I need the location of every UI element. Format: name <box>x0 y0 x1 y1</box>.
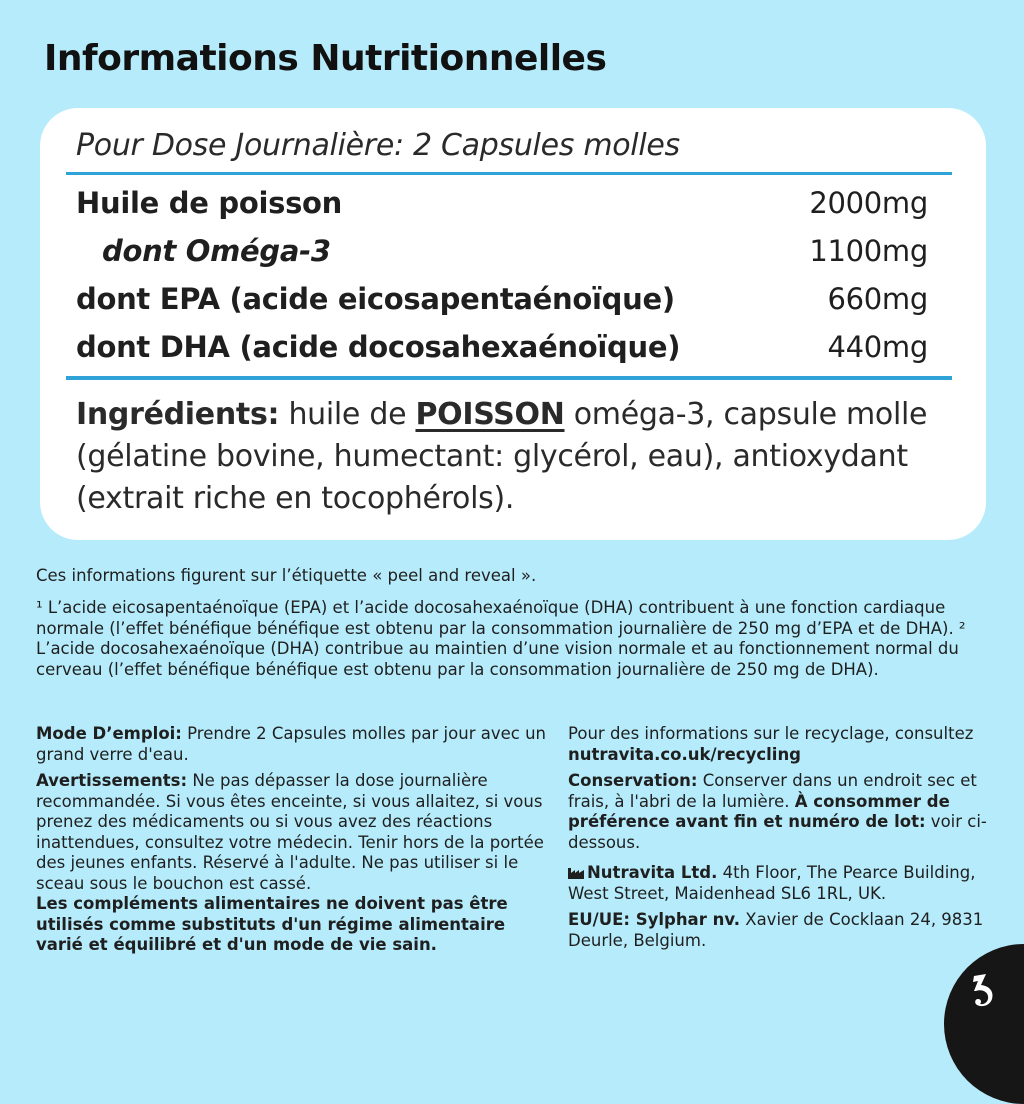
page-title: Informations Nutritionnelles <box>44 38 607 79</box>
manufacturer-address: 4th Floor, The Pearce Building, West Street, Maidenhead SL6 1RL, UK. <box>568 863 976 903</box>
manufacturer-name: Nutravita Ltd. <box>587 863 718 882</box>
manufacturer-info <box>568 863 1008 904</box>
usage-instructions <box>36 724 546 765</box>
eu-address: Xavier de Cocklaan 24, 9831 Deurle, Belgium. <box>568 910 984 950</box>
ingredients-text <box>76 394 956 520</box>
recycling-info <box>568 724 1008 765</box>
brand-logo-icon <box>966 972 1000 1010</box>
nutrient-label: dont DHA (acide docosahexaénoïque) <box>76 330 681 364</box>
nutrition-row-epa <box>76 282 928 326</box>
supplement-disclaimer: Les compléments alimentaires ne doivent pas être utilisés comme substituts d'un régime alimentaire varié et équilibré et d'un mode de vie sain. <box>36 894 508 954</box>
best-before-text: voir ci-dessous. <box>568 812 987 852</box>
nutrient-label: dont EPA (acide eicosapentaénoïque) <box>76 282 675 316</box>
ingredients-heading: Ingrédients: <box>76 397 280 432</box>
storage-text: Conserver dans un endroit sec et frais, à l'abri de la lumière. <box>568 771 977 811</box>
nutrient-amount: 1100mg <box>809 234 928 268</box>
usage-warnings-column <box>36 724 546 962</box>
factory-icon <box>568 866 584 879</box>
recycling-link[interactable]: nutravita.co.uk/recycling <box>568 744 801 764</box>
ingredients-after: oméga-3, capsule molle (gélatine bovine, humectant: glycérol, eau), antioxydant (extrait riche en tocophérols). <box>76 397 928 516</box>
eu-representative <box>568 910 1008 951</box>
usage-label: Mode D’emploi: <box>36 724 182 743</box>
recycling-text: Pour des informations sur le recyclage, consultez <box>568 724 974 743</box>
eu-label: EU/UE: Sylphar nv. <box>568 910 741 929</box>
warnings-label: Avertissements: <box>36 771 188 790</box>
warnings <box>36 771 546 894</box>
serving-size: Pour Dose Journalière: 2 Capsules molles <box>76 128 680 163</box>
storage-label: Conservation: <box>568 771 698 790</box>
nutrition-row-dha <box>76 330 928 374</box>
brand-logo-badge <box>944 944 1024 1104</box>
nutrition-card <box>40 108 986 540</box>
peel-reveal-note: Ces informations figurent sur l’étiquette « peel and reveal ». <box>36 566 537 585</box>
ingredients-before: huile de <box>279 397 416 432</box>
allergen-highlight: POISSON <box>415 397 565 432</box>
nutrition-row-fish-oil <box>76 186 928 230</box>
nutrient-amount: 440mg <box>827 330 928 364</box>
nutrition-row-omega3 <box>76 234 928 278</box>
nutrient-amount: 2000mg <box>809 186 928 220</box>
table-bottom-rule <box>66 376 952 380</box>
usage-text: Prendre 2 Capsules molles par jour avec un grand verre d'eau. <box>36 724 546 764</box>
nutrient-amount: 660mg <box>827 282 928 316</box>
nutrient-label: Huile de poisson <box>76 186 342 220</box>
health-claims-note: ¹ L’acide eicosapentaénoïque (EPA) et l’acide docosahexaénoïque (DHA) contribuent à une fonction cardiaque normale (l’effet bénéfique bénéfique est obtenu par la consommation journalière de 250 mg d’EPA et de DHA). ² L’acide docosahexaénoïque (DHA) contribue au maintien d’une vision normale et au fonctionnement normal du cerveau (l’effet bénéfique bénéfique est obtenu par la consommation journalière de 250 mg de DHA). <box>36 598 966 679</box>
best-before-label: À consommer de préférence avant fin et numéro de lot: <box>568 791 950 831</box>
recycling-storage-column <box>568 724 1008 957</box>
table-top-rule <box>66 172 952 175</box>
nutrient-label: dont Oméga-3 <box>102 234 331 268</box>
storage-info <box>568 771 1008 853</box>
warnings-text: Ne pas dépasser la dose journalière recommandée. Si vous êtes enceinte, si vous allaitez, si vous prenez des médicaments ou si vous avez des réactions inattendues, consultez votre médecin. Tenir hors de la portée des jeunes enfants. Réservé à l'adulte. Ne pas utiliser si le sceau sous le bouchon est cassé. <box>36 771 544 893</box>
